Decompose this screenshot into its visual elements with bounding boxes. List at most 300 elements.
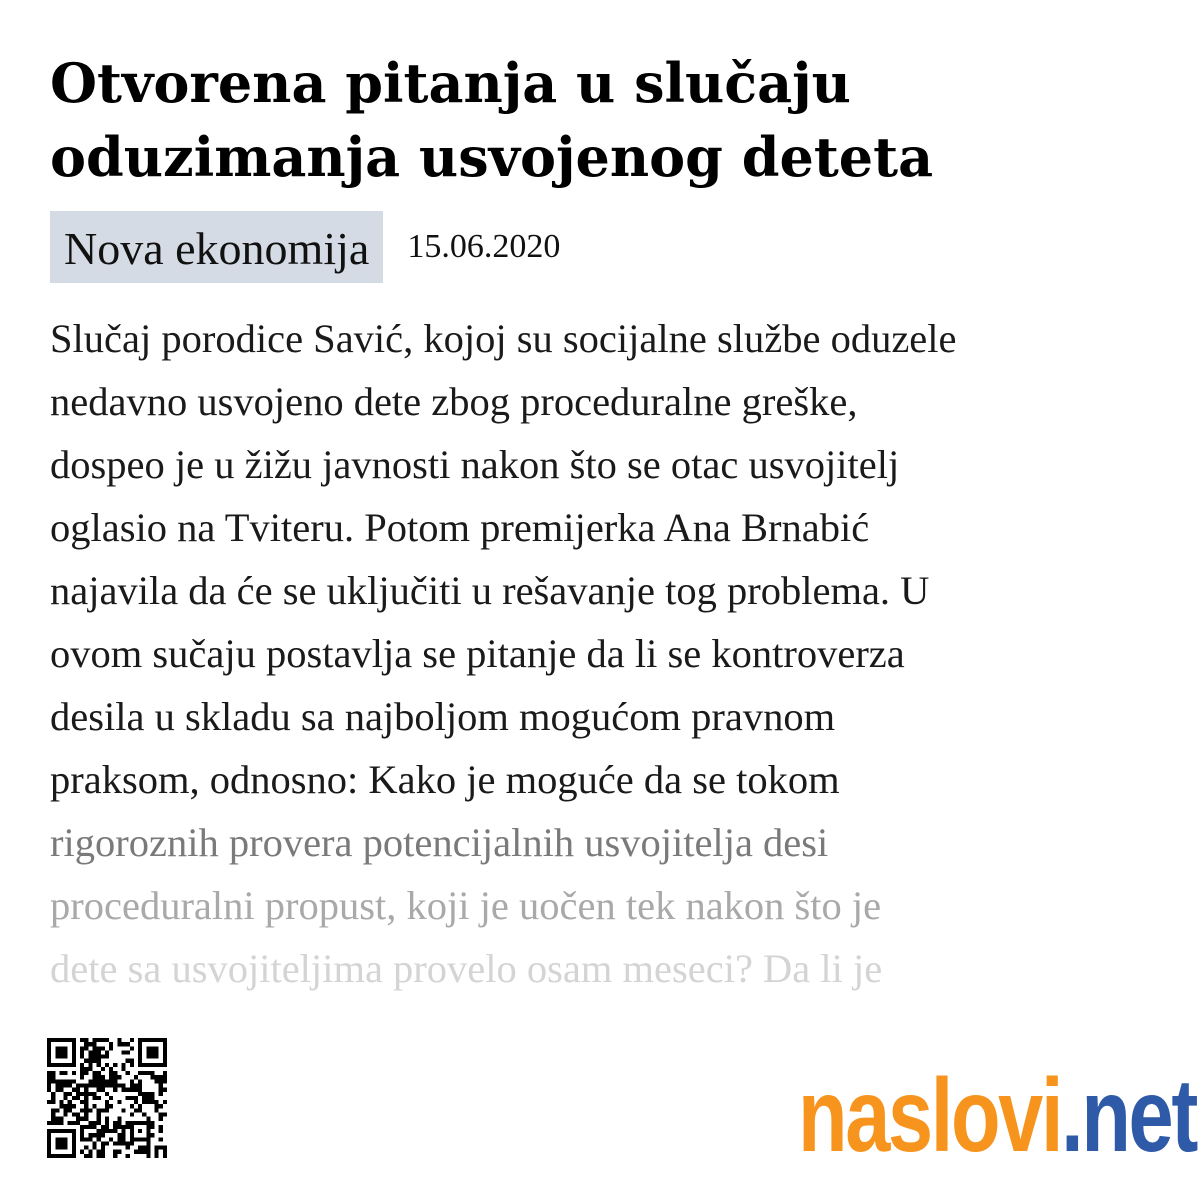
qr-module: [117, 1075, 121, 1079]
qr-module: [130, 1141, 134, 1145]
qr-module: [159, 1092, 163, 1096]
qr-module: [72, 1088, 76, 1092]
qr-module: [93, 1104, 97, 1108]
qr-module: [88, 1121, 92, 1125]
qr-module: [138, 1108, 142, 1112]
qr-module: [80, 1108, 84, 1112]
qr-module: [88, 1154, 92, 1158]
qr-module: [150, 1071, 154, 1075]
qr-module: [84, 1154, 88, 1158]
qr-module: [155, 1150, 159, 1154]
qr-module: [76, 1112, 80, 1116]
qr-code-icon[interactable]: [47, 1038, 167, 1158]
qr-module: [51, 1079, 55, 1083]
qr-module: [59, 1071, 63, 1075]
qr-module: [51, 1121, 55, 1125]
qr-module: [126, 1096, 130, 1100]
qr-module: [121, 1063, 125, 1067]
qr-module: [64, 1079, 68, 1083]
qr-module: [47, 1121, 51, 1125]
qr-module: [101, 1141, 105, 1145]
qr-module: [142, 1112, 146, 1116]
body-line: praksom, odnosno: Kako je moguće da se tokom: [50, 757, 840, 802]
body-line: dete sa usvojiteljima provelo osam meseci? Da li je: [50, 946, 883, 991]
qr-module: [150, 1092, 154, 1096]
qr-module: [126, 1050, 130, 1054]
qr-module: [55, 1117, 59, 1121]
qr-module: [138, 1104, 142, 1108]
qr-module: [163, 1100, 167, 1104]
qr-module: [117, 1042, 121, 1046]
qr-module: [121, 1141, 125, 1145]
qr-module: [113, 1079, 117, 1083]
source-badge[interactable]: Nova ekonomija: [50, 211, 383, 283]
qr-module: [109, 1046, 113, 1050]
qr-module: [55, 1046, 67, 1058]
qr-module: [138, 1071, 142, 1075]
qr-module: [142, 1092, 146, 1096]
qr-module: [76, 1092, 80, 1096]
qr-module: [146, 1141, 150, 1145]
qr-module: [93, 1050, 97, 1054]
qr-module: [84, 1108, 88, 1112]
qr-module: [88, 1055, 92, 1059]
qr-module: [64, 1096, 68, 1100]
qr-module: [163, 1088, 167, 1092]
qr-module: [117, 1117, 121, 1121]
qr-module: [109, 1079, 113, 1083]
qr-module: [113, 1141, 117, 1145]
qr-module: [105, 1129, 109, 1133]
qr-module: [88, 1079, 92, 1083]
qr-module: [72, 1079, 76, 1083]
qr-module: [126, 1042, 130, 1046]
qr-module: [138, 1084, 142, 1088]
qr-module: [105, 1100, 109, 1104]
qr-module: [97, 1117, 101, 1121]
publish-date: 15.06.2020: [407, 228, 561, 265]
qr-module: [109, 1104, 113, 1108]
qr-module: [105, 1092, 109, 1096]
qr-code-graphic: [47, 1038, 167, 1158]
qr-module: [146, 1092, 150, 1096]
qr-module: [84, 1146, 88, 1150]
qr-module: [109, 1096, 113, 1100]
qr-module: [97, 1071, 101, 1075]
qr-module: [93, 1141, 97, 1145]
qr-module: [80, 1100, 84, 1104]
qr-module: [84, 1117, 88, 1121]
qr-module: [101, 1075, 105, 1079]
qr-module: [80, 1067, 84, 1071]
article-title-line: Otvorena pitanja u slučaju: [50, 51, 851, 115]
qr-module: [76, 1121, 80, 1125]
qr-module: [155, 1079, 159, 1083]
qr-module: [88, 1133, 92, 1137]
qr-module: [121, 1125, 125, 1129]
logo-text-net: .net: [1061, 1058, 1197, 1174]
qr-module: [47, 1084, 51, 1088]
naslovi-logo[interactable]: [798, 1058, 1197, 1174]
qr-module: [101, 1125, 105, 1129]
qr-module: [51, 1092, 55, 1096]
qr-module: [134, 1088, 138, 1092]
qr-module: [55, 1108, 59, 1112]
qr-module: [130, 1079, 134, 1083]
qr-module: [117, 1133, 121, 1137]
qr-module: [121, 1050, 125, 1054]
qr-module: [109, 1071, 113, 1075]
qr-module: [97, 1038, 101, 1042]
qr-module: [159, 1137, 163, 1141]
qr-module: [130, 1096, 134, 1100]
qr-module: [72, 1112, 76, 1116]
qr-module: [134, 1084, 138, 1088]
body-line: proceduralni propust, koji je uočen tek nakon što je: [50, 883, 882, 928]
qr-module: [88, 1150, 92, 1154]
qr-module: [72, 1071, 76, 1075]
qr-module: [88, 1067, 92, 1071]
qr-module: [88, 1125, 92, 1129]
qr-module: [93, 1046, 97, 1050]
qr-module: [113, 1125, 117, 1129]
qr-module: [80, 1125, 84, 1129]
qr-module: [80, 1046, 84, 1050]
qr-module: [84, 1059, 88, 1063]
qr-module: [59, 1088, 63, 1092]
qr-module: [117, 1100, 121, 1104]
qr-module: [80, 1129, 84, 1133]
qr-module: [97, 1096, 101, 1100]
qr-module: [163, 1154, 167, 1158]
qr-module: [146, 1100, 150, 1104]
qr-module: [97, 1063, 101, 1067]
qr-module: [97, 1084, 101, 1088]
qr-module: [150, 1075, 154, 1079]
qr-module: [84, 1088, 88, 1092]
qr-module: [80, 1137, 84, 1141]
qr-module: [68, 1100, 72, 1104]
qr-module: [109, 1042, 113, 1046]
qr-module: [101, 1055, 105, 1059]
qr-module: [64, 1084, 68, 1088]
qr-module: [47, 1079, 51, 1083]
qr-module: [76, 1084, 80, 1088]
qr-module: [97, 1046, 101, 1050]
qr-module: [126, 1125, 130, 1129]
qr-module: [97, 1150, 101, 1154]
body-line: rigoroznih provera potencijalnih usvojitelja desi: [50, 820, 829, 865]
qr-module: [59, 1084, 63, 1088]
qr-module: [105, 1117, 109, 1121]
qr-module: [97, 1112, 101, 1116]
qr-module: [47, 1071, 51, 1075]
body-line: nedavno usvojeno dete zbog proceduralne greške,: [50, 379, 858, 424]
body-line: ovom sučaju postavlja se pitanje da li se kontroverza: [50, 631, 905, 676]
qr-module: [163, 1146, 167, 1150]
qr-module: [59, 1104, 63, 1108]
qr-module: [126, 1121, 130, 1125]
qr-module: [88, 1092, 92, 1096]
qr-module: [121, 1133, 125, 1137]
qr-module: [80, 1092, 84, 1096]
qr-module: [68, 1092, 72, 1096]
qr-module: [93, 1055, 97, 1059]
qr-module: [93, 1133, 97, 1137]
qr-module: [121, 1137, 125, 1141]
article-body: [50, 307, 1160, 1000]
qr-module: [84, 1100, 88, 1104]
qr-module: [117, 1121, 121, 1125]
qr-module: [80, 1071, 84, 1075]
qr-module: [105, 1104, 109, 1108]
qr-module: [84, 1042, 88, 1046]
qr-module: [84, 1104, 88, 1108]
qr-module: [117, 1125, 121, 1129]
qr-module: [88, 1084, 92, 1088]
body-line: dospeo je u žižu javnosti nakon što se otac usvojitelj: [50, 442, 900, 487]
qr-module: [159, 1125, 163, 1129]
qr-module: [109, 1137, 113, 1141]
qr-module: [138, 1092, 142, 1096]
qr-module: [76, 1096, 80, 1100]
qr-module: [159, 1129, 163, 1133]
qr-module: [72, 1104, 76, 1108]
qr-module: [142, 1100, 146, 1104]
qr-module: [72, 1096, 76, 1100]
qr-module: [150, 1121, 154, 1125]
qr-module: [47, 1088, 51, 1092]
qr-module: [146, 1150, 150, 1154]
qr-module: [101, 1146, 105, 1150]
qr-module: [130, 1084, 134, 1088]
qr-module: [146, 1154, 150, 1158]
qr-module: [68, 1121, 72, 1125]
qr-module: [142, 1096, 146, 1100]
qr-module: [93, 1038, 97, 1042]
qr-module: [80, 1117, 84, 1121]
qr-module: [113, 1129, 117, 1133]
qr-module: [126, 1088, 130, 1092]
qr-module: [159, 1104, 163, 1108]
qr-module: [146, 1117, 150, 1121]
qr-module: [138, 1079, 142, 1083]
qr-module: [101, 1150, 105, 1154]
qr-module: [163, 1071, 167, 1075]
qr-module: [51, 1108, 55, 1112]
qr-module: [159, 1079, 163, 1083]
qr-module: [97, 1050, 101, 1054]
qr-module: [113, 1121, 117, 1125]
qr-module: [64, 1104, 68, 1108]
qr-module: [47, 1100, 51, 1104]
qr-module: [159, 1088, 163, 1092]
qr-module: [101, 1038, 105, 1042]
qr-module: [68, 1079, 72, 1083]
qr-module: [159, 1112, 163, 1116]
qr-module: [93, 1084, 97, 1088]
qr-module: [88, 1050, 92, 1054]
qr-module: [93, 1075, 97, 1079]
qr-module: [51, 1096, 55, 1100]
qr-module: [80, 1063, 84, 1067]
qr-module: [159, 1084, 163, 1088]
qr-module: [142, 1071, 146, 1075]
qr-module: [130, 1063, 134, 1067]
qr-module: [76, 1088, 80, 1092]
qr-module: [126, 1154, 130, 1158]
qr-module: [155, 1146, 159, 1150]
qr-module: [101, 1133, 105, 1137]
qr-module: [84, 1084, 88, 1088]
qr-module: [76, 1117, 80, 1121]
qr-module: [55, 1084, 59, 1088]
qr-module: [80, 1050, 84, 1054]
qr-module: [51, 1112, 55, 1116]
qr-module: [105, 1063, 109, 1067]
qr-module: [113, 1154, 117, 1158]
qr-module: [80, 1133, 84, 1137]
qr-module: [101, 1154, 105, 1158]
qr-module: [142, 1146, 146, 1150]
qr-module: [105, 1038, 109, 1042]
qr-module: [105, 1141, 109, 1145]
qr-module: [101, 1084, 105, 1088]
qr-module: [80, 1038, 84, 1042]
qr-module: [72, 1121, 76, 1125]
qr-module: [97, 1154, 101, 1158]
qr-module: [101, 1088, 105, 1092]
qr-module: [126, 1146, 130, 1150]
qr-module: [163, 1079, 167, 1083]
qr-module: [97, 1121, 101, 1125]
qr-module: [105, 1125, 109, 1129]
logo-text-naslovi: naslovi: [798, 1058, 1062, 1174]
qr-module: [64, 1071, 68, 1075]
qr-module: [88, 1063, 92, 1067]
qr-module: [134, 1100, 138, 1104]
qr-module: [105, 1050, 109, 1054]
qr-module: [80, 1075, 84, 1079]
qr-module: [47, 1075, 51, 1079]
qr-module: [59, 1079, 63, 1083]
qr-module: [126, 1059, 130, 1063]
qr-module: [68, 1104, 72, 1108]
qr-module: [84, 1137, 88, 1141]
qr-module: [109, 1067, 113, 1071]
qr-module: [109, 1084, 113, 1088]
qr-module: [93, 1071, 97, 1075]
qr-module: [88, 1059, 92, 1063]
qr-module: [130, 1104, 134, 1108]
qr-module: [64, 1112, 68, 1116]
qr-module: [130, 1088, 134, 1092]
qr-module: [146, 1096, 150, 1100]
qr-module: [88, 1108, 92, 1112]
qr-module: [101, 1046, 105, 1050]
qr-module: [113, 1150, 117, 1154]
qr-module: [97, 1075, 101, 1079]
qr-module: [84, 1125, 88, 1129]
qr-module: [97, 1137, 101, 1141]
qr-module: [134, 1096, 138, 1100]
qr-module: [130, 1112, 134, 1116]
qr-module: [68, 1108, 72, 1112]
qr-module: [109, 1129, 113, 1133]
qr-module: [97, 1079, 101, 1083]
qr-module: [93, 1092, 97, 1096]
qr-module: [97, 1055, 101, 1059]
qr-module: [121, 1067, 125, 1071]
qr-module: [159, 1146, 163, 1150]
qr-module: [109, 1075, 113, 1079]
body-line: najavila da će se uključiti u rešavanje tog problema. U: [50, 568, 930, 613]
qr-module: [138, 1146, 142, 1150]
qr-module: [163, 1150, 167, 1154]
qr-module: [51, 1117, 55, 1121]
qr-module: [64, 1092, 68, 1096]
qr-module: [117, 1141, 121, 1145]
qr-module: [134, 1150, 138, 1154]
qr-module: [159, 1117, 163, 1121]
qr-module: [51, 1071, 55, 1075]
qr-module: [64, 1108, 68, 1112]
qr-module: [138, 1088, 142, 1092]
qr-module: [84, 1071, 88, 1075]
qr-module: [126, 1141, 130, 1145]
qr-module: [55, 1088, 59, 1092]
qr-module: [88, 1137, 92, 1141]
qr-module: [113, 1075, 117, 1079]
qr-module: [138, 1129, 142, 1133]
qr-module: [113, 1084, 117, 1088]
qr-module: [80, 1055, 84, 1059]
qr-module: [138, 1150, 142, 1154]
qr-module: [101, 1067, 105, 1071]
qr-module: [80, 1150, 84, 1154]
qr-module: [59, 1121, 63, 1125]
qr-module: [105, 1079, 109, 1083]
article-title: [50, 46, 1160, 194]
qr-module: [150, 1096, 154, 1100]
qr-module: [146, 1046, 158, 1058]
qr-module: [155, 1104, 159, 1108]
body-line: oglasio na Tviteru. Potom premijerka Ana Brnabić: [50, 505, 870, 550]
qr-module: [117, 1150, 121, 1154]
qr-module: [88, 1042, 92, 1046]
qr-module: [155, 1075, 159, 1079]
qr-module: [84, 1038, 88, 1042]
qr-module: [55, 1137, 67, 1149]
qr-module: [68, 1084, 72, 1088]
qr-module: [105, 1084, 109, 1088]
article-meta: [50, 211, 560, 283]
qr-module: [59, 1100, 63, 1104]
qr-module: [146, 1146, 150, 1150]
qr-module: [55, 1079, 59, 1083]
qr-module: [113, 1071, 117, 1075]
qr-module: [155, 1108, 159, 1112]
qr-module: [97, 1108, 101, 1112]
qr-module: [97, 1129, 101, 1133]
qr-module: [150, 1100, 154, 1104]
qr-module: [130, 1046, 134, 1050]
qr-module: [59, 1117, 63, 1121]
qr-module: [150, 1125, 154, 1129]
qr-module: [130, 1059, 134, 1063]
qr-module: [51, 1075, 55, 1079]
qr-module: [105, 1121, 109, 1125]
